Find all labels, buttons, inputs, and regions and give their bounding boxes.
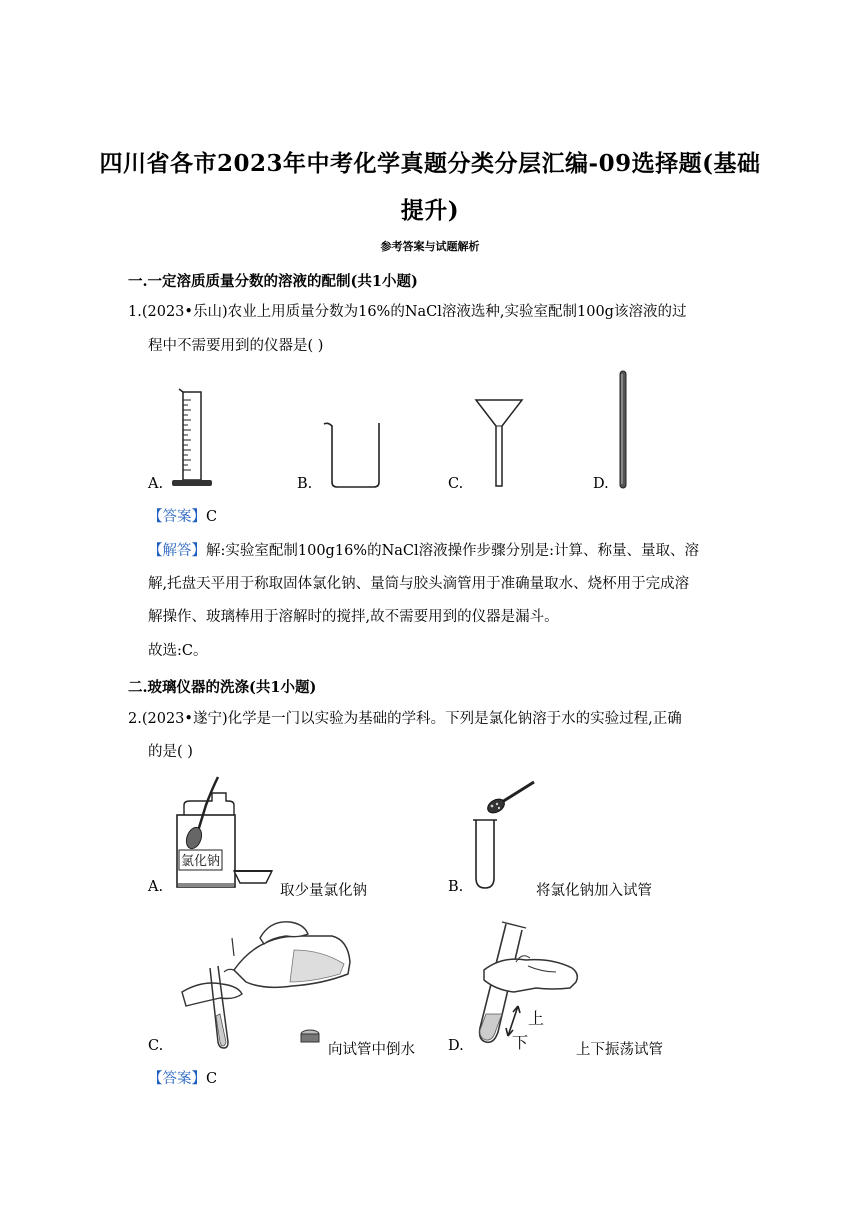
glass-rod-icon	[618, 370, 628, 490]
shaking-test-tube-icon	[472, 918, 584, 1050]
question-1-line2: 程中不需要用到的仪器是( )	[148, 338, 324, 354]
answer-value: C	[206, 1071, 218, 1087]
q2-option-b-caption: 将氯化钠加入试管	[536, 883, 652, 899]
q2-option-d[interactable]: D.	[448, 1038, 464, 1054]
analysis-text: 解:实验室配制100g16%的NaCl溶液操作步骤分别是:计算、称量、量取、溶	[206, 543, 700, 559]
beaker-icon	[322, 420, 386, 490]
q1-analysis-line3: 解操作、玻璃棒用于溶解时的搅拌,故不需要用到的仪器是漏斗。	[148, 609, 559, 625]
arrow-up-label: 上	[528, 1009, 545, 1028]
q1-answer	[148, 507, 217, 527]
q2-option-a[interactable]: A.	[148, 879, 164, 895]
q1-option-b[interactable]: B.	[297, 476, 313, 492]
answer-value: C	[206, 509, 218, 525]
reagent-bottle-icon	[172, 775, 276, 893]
q2-option-c[interactable]: C.	[148, 1038, 164, 1054]
answer-label: 【答案】	[148, 1071, 206, 1087]
graduated-cylinder-icon	[168, 388, 216, 490]
q2-option-b[interactable]: B.	[448, 879, 464, 895]
q1-option-a[interactable]: A.	[148, 476, 164, 492]
q1-analysis-line1	[148, 541, 699, 561]
q2-option-a-caption: 取少量氯化钠	[280, 883, 367, 899]
answer-label: 【答案】	[148, 509, 206, 525]
page-subtitle: 参考答案与试题解析	[380, 240, 480, 253]
page-title-line1: 四川省各市2023年中考化学真题分类分层汇编-09选择题(基础	[99, 150, 761, 177]
q2-answer	[148, 1069, 217, 1089]
q1-option-d[interactable]: D.	[593, 476, 609, 492]
bottle-label: 氯化钠	[180, 854, 221, 869]
funnel-icon	[474, 398, 524, 490]
arrow-down-label: 下	[512, 1033, 529, 1052]
q1-conclusion: 故选:C。	[148, 643, 208, 659]
q1-option-c[interactable]: C.	[448, 476, 464, 492]
q2-option-d-caption: 上下振荡试管	[576, 1042, 663, 1058]
test-tube-spoon-icon	[470, 780, 540, 892]
question-1-line1: 1.(2023•乐山)农业上用质量分数为16%的NaCl溶液选种,实验室配制100g该溶液的过	[128, 304, 687, 320]
analysis-label: 【解答】	[148, 543, 206, 559]
question-2-line2: 的是( )	[148, 744, 193, 760]
section-heading-1: 一.一定溶质质量分数的溶液的配制(共1小题)	[128, 273, 418, 290]
q1-analysis-line2: 解,托盘天平用于称取固体氯化钠、量筒与胶头滴管用于准确量取水、烧杯用于完成溶	[148, 576, 690, 592]
section-heading-2: 二.玻璃仪器的洗涤(共1小题)	[128, 679, 317, 696]
question-2-line1: 2.(2023•遂宁)化学是一门以实验为基础的学科。下列是氯化钠溶于水的实验过程,正确	[128, 711, 682, 727]
pouring-water-icon	[172, 910, 362, 1050]
q2-option-c-caption: 向试管中倒水	[328, 1042, 415, 1058]
page-title-line2: 提升)	[400, 197, 460, 224]
